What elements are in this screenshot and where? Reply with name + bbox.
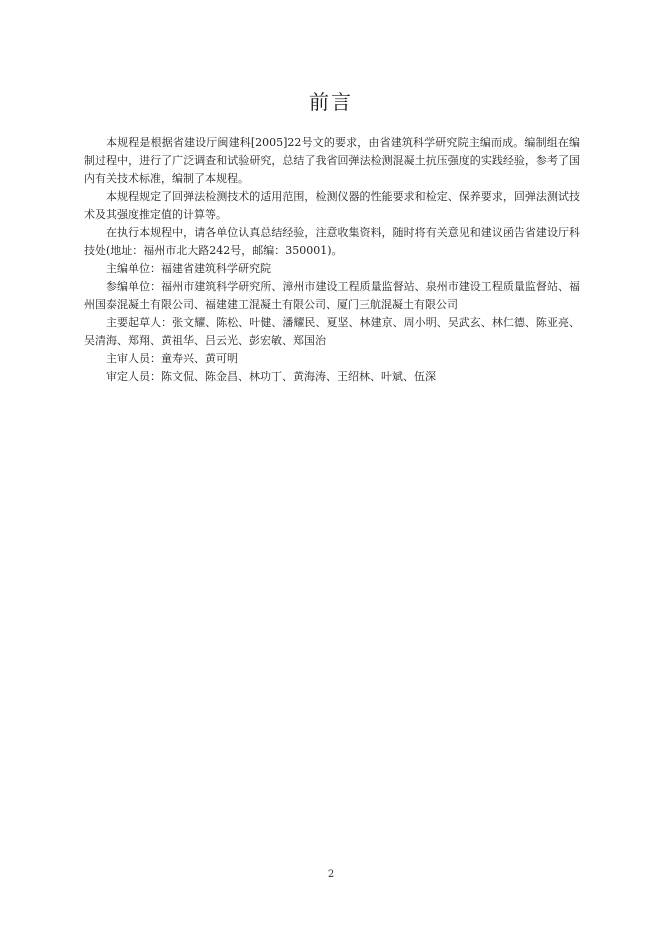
page-title: 前言 <box>309 90 353 114</box>
page-number: 2 <box>327 869 335 880</box>
paragraph-scope: 本规程规定了回弹法检测技术的适用范围，检测仪器的性能要求和检定、保养要求，回弹法测试技术及其强度推定值的计算等。 <box>84 190 580 221</box>
paragraph-basis: 本规程是根据省建设厅闽建科[2005]22号文的要求，由省建筑科学研究院主编而成。编制组在编制过程中，进行了广泛调查和试验研究，总结了我省回弹法检测混凝土抗压强度的实践经验，参考了国内有关技术标准，编制了本规程。 <box>84 136 580 185</box>
paragraph-feedback: 在执行本规程中，请各单位认真总结经验，注意收集资料，随时将有关意见和建议函告省建设厅科技处(地址：福州市北大路242号，邮编：350001)。 <box>84 226 580 257</box>
paragraph-approvers: 审定人员：陈文侃、陈金昌、林功丁、黄海涛、王绍林、叶斌、伍深 <box>106 370 436 383</box>
paragraph-drafters: 主要起草人：张文耀、陈松、叶健、潘耀民、夏坚、林建京、周小明、吴武玄、林仁德、陈亚亮、吴清海、郑翔、黄祖华、吕云光、彭宏敏、郑国治 <box>84 316 580 347</box>
preface-body <box>84 134 580 386</box>
paragraph-participating-units: 参编单位：福州市建筑科学研究所、漳州市建设工程质量监督站、泉州市建设工程质量监督站、福州国泰混凝土有限公司、福建建工混凝土有限公司、厦门三航混凝土有限公司 <box>84 280 580 311</box>
paragraph-chief-reviewers: 主审人员：童寿兴、黄可明 <box>106 352 238 365</box>
paragraph-chief-editor: 主编单位：福建省建筑科学研究院 <box>106 262 271 275</box>
